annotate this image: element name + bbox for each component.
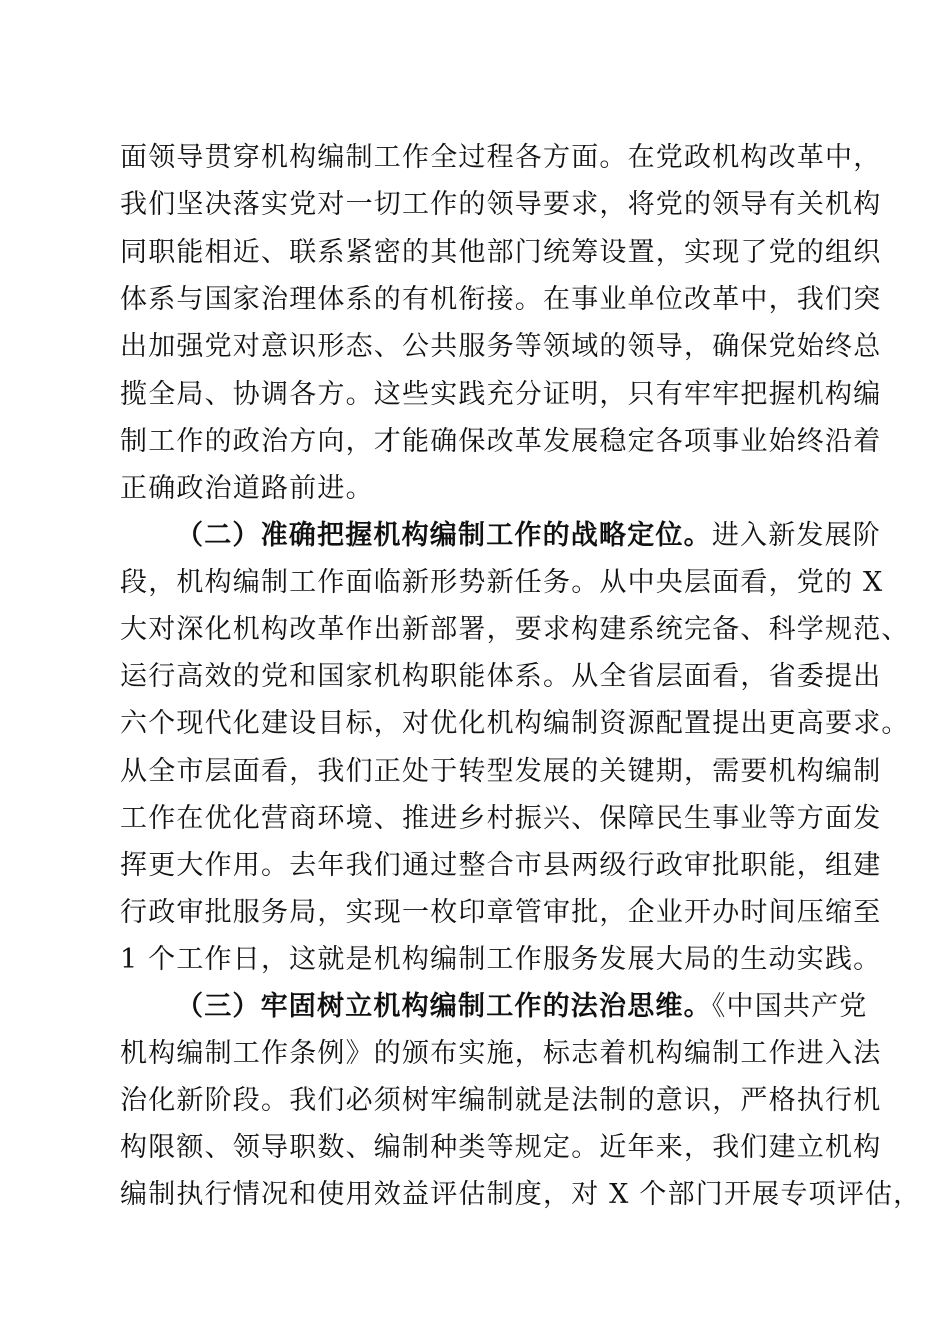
text-line: 出加强党对意识形态、公共服务等领域的领导，确保党始终总 xyxy=(120,331,882,362)
text-line: 从全市层面看，我们正处于转型发展的关键期，需要机构编制 xyxy=(120,756,882,787)
text-line: 行政审批服务局，实现一枚印章管审批，企业开办时间压缩至 xyxy=(120,897,882,928)
text-line: 运行高效的党和国家机构职能体系。从全省层面看，省委提出 xyxy=(120,661,882,692)
text-line: 段，机构编制工作面临新形势新任务。从中央层面看，党的 X xyxy=(120,567,884,598)
text-line: 1 个工作日，这就是机构编制工作服务发展大局的生动实践。 xyxy=(120,944,882,975)
text-line: 挥更大作用。去年我们通过整合市县两级行政审批职能，组建 xyxy=(120,850,882,881)
section-2-heading: （二）准确把握机构编制工作的战略定位。 xyxy=(176,520,712,551)
text-line: 我们坚决落实党对一切工作的领导要求，将党的领导有关机构 xyxy=(120,189,882,220)
text-line: 机构编制工作条例》的颁布实施，标志着机构编制工作进入法 xyxy=(120,1038,882,1069)
section-3-heading: （三）牢固树立机构编制工作的法治思维。 xyxy=(176,991,712,1022)
section-2-first-line xyxy=(176,519,881,553)
text-line: 制工作的政治方向，才能确保改革发展稳定各项事业始终沿着 xyxy=(120,426,882,457)
text-line: 工作在优化营商环境、推进乡村振兴、保障民生事业等方面发 xyxy=(120,803,882,834)
text-line: 面领导贯穿机构编制工作全过程各方面。在党政机构改革中， xyxy=(120,142,882,173)
text-line: 正确政治道路前进。 xyxy=(120,473,374,504)
section-2-text: 进入新发展阶 xyxy=(711,520,882,551)
text-line: 构限额、领导职数、编制种类等规定。近年来，我们建立机构 xyxy=(120,1132,882,1163)
text-line: 体系与国家治理体系的有机衔接。在事业单位改革中，我们突 xyxy=(120,284,882,315)
section-3-first-line xyxy=(176,990,868,1024)
text-line: 同职能相近、联系紧密的其他部门统筹设置，实现了党的组织 xyxy=(120,237,882,268)
text-line: 六个现代化建设目标，对优化机构编制资源配置提出更高要求。 xyxy=(120,708,910,739)
section-3-text: 《中国共产党 xyxy=(711,991,868,1022)
text-line: 治化新阶段。我们必须树牢编制就是法制的意识，严格执行机 xyxy=(120,1085,882,1116)
text-line: 大对深化机构改革作出新部署，要求构建系统完备、科学规范、 xyxy=(120,614,910,645)
text-line: 编制执行情况和使用效益评估制度，对 X 个部门开展专项评估， xyxy=(120,1179,922,1210)
text-line: 揽全局、协调各方。这些实践充分证明，只有牢牢把握机构编 xyxy=(120,379,882,410)
